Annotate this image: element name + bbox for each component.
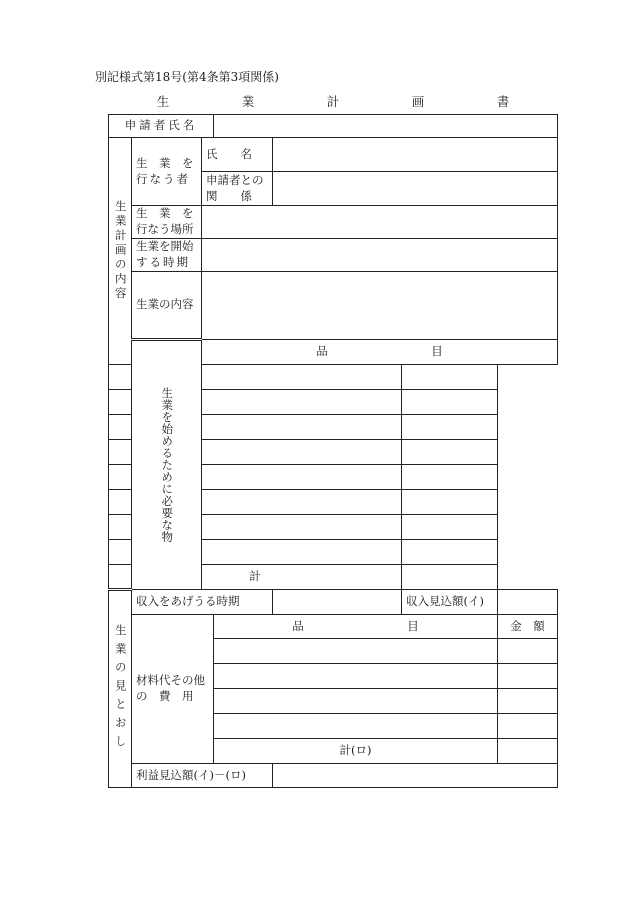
material-item-header: 品 目	[214, 615, 498, 639]
needs-amount-cell[interactable]	[402, 490, 498, 515]
needs-item-cell[interactable]	[109, 540, 402, 565]
page-title: 生 業 計 画 書	[156, 94, 540, 109]
needs-amount-cell[interactable]	[402, 365, 498, 390]
needs-item-cell[interactable]	[109, 465, 402, 490]
needs-item-cell[interactable]	[109, 390, 402, 415]
needs-row	[109, 540, 558, 565]
needs-row	[109, 390, 558, 415]
start-label-line-1: 生業を開始	[136, 239, 194, 254]
start-label-line-2: する時期	[136, 255, 190, 269]
applicant-name-field[interactable]	[214, 115, 558, 138]
name-label: 氏 名	[202, 138, 273, 172]
plan-section-side-label: 生業計画の内容	[109, 138, 132, 365]
needs-amount-cell[interactable]	[402, 540, 498, 565]
material-amount-cell[interactable]	[498, 689, 558, 714]
relation-label-line-1: 申請者との	[206, 172, 264, 187]
needs-item-cell[interactable]	[109, 415, 402, 440]
needs-item-cell[interactable]	[109, 440, 402, 465]
relation-label	[202, 172, 273, 206]
outlook-section-side-label: 生業の見とおし	[109, 590, 132, 788]
needs-item-header: 品 目	[202, 340, 558, 365]
material-subtotal-label: 計(ロ)	[214, 739, 498, 764]
profit-label: 利益見込額(イ)－(ロ)	[132, 764, 273, 788]
start-row	[109, 239, 558, 272]
needs-total-label: 計	[109, 565, 402, 590]
needs-amount-cell[interactable]	[402, 390, 498, 415]
income-estimate-field[interactable]	[498, 590, 558, 615]
needs-section-side-label: 生業を始めるために必要な物	[132, 340, 202, 590]
place-label	[132, 206, 202, 239]
needs-item-cell[interactable]	[109, 515, 402, 540]
needs-header-row	[109, 340, 558, 365]
operator-name-row	[109, 138, 558, 172]
applicant-row	[109, 115, 558, 138]
start-field[interactable]	[202, 239, 558, 272]
operator-name-field[interactable]	[273, 138, 558, 172]
content-label: 生業の内容	[132, 272, 202, 340]
content-row	[109, 272, 558, 340]
income-row	[109, 590, 558, 615]
relation-field[interactable]	[273, 172, 558, 206]
place-row	[109, 206, 558, 239]
material-label-line-2: の 費 用	[136, 689, 194, 703]
needs-amount-cell[interactable]	[402, 515, 498, 540]
place-field[interactable]	[202, 206, 558, 239]
needs-amount-cell[interactable]	[402, 440, 498, 465]
material-item-cell[interactable]	[214, 689, 498, 714]
needs-item-cell[interactable]	[109, 490, 402, 515]
needs-row	[109, 465, 558, 490]
income-time-label: 収入をあげうる時期	[132, 590, 273, 615]
needs-row	[109, 440, 558, 465]
material-item-cell[interactable]	[214, 639, 498, 664]
needs-total-amount[interactable]	[402, 565, 498, 590]
relation-label-line-2: 関 係	[206, 188, 252, 203]
operator-label	[132, 138, 202, 206]
place-label-line-2: 行なう場所	[136, 222, 194, 236]
livelihood-plan-form	[108, 114, 558, 788]
place-label-line-1: 生 業 を	[136, 206, 194, 221]
material-amount-cell[interactable]	[498, 714, 558, 739]
needs-row	[109, 365, 558, 390]
needs-item-cell[interactable]	[109, 365, 402, 390]
profit-row	[109, 764, 558, 788]
material-item-cell[interactable]	[214, 664, 498, 689]
needs-row	[109, 515, 558, 540]
material-amount-cell[interactable]	[498, 664, 558, 689]
needs-amount-cell[interactable]	[402, 415, 498, 440]
needs-row	[109, 415, 558, 440]
material-header-row	[109, 615, 558, 639]
income-time-field[interactable]	[273, 590, 402, 615]
operator-label-line-2: 行なう者	[136, 171, 190, 186]
needs-row	[109, 490, 558, 515]
material-item-cell[interactable]	[214, 714, 498, 739]
material-amount-header: 金 額	[498, 615, 558, 639]
operator-label-line-1: 生 業 を	[136, 155, 194, 170]
profit-field[interactable]	[273, 764, 558, 788]
material-subtotal-amount[interactable]	[498, 739, 558, 764]
material-label-line-1: 材料代その他	[136, 673, 205, 688]
form-number-label: 別記様式第18号(第4条第3項関係)	[95, 70, 279, 84]
needs-amount-cell[interactable]	[402, 465, 498, 490]
needs-total-row	[109, 565, 558, 590]
start-label	[132, 239, 202, 272]
content-field[interactable]	[202, 272, 558, 340]
material-amount-cell[interactable]	[498, 639, 558, 664]
income-estimate-label: 収入見込額(イ)	[402, 590, 498, 615]
applicant-name-label: 申請者氏名	[109, 115, 214, 138]
material-label	[132, 615, 214, 764]
